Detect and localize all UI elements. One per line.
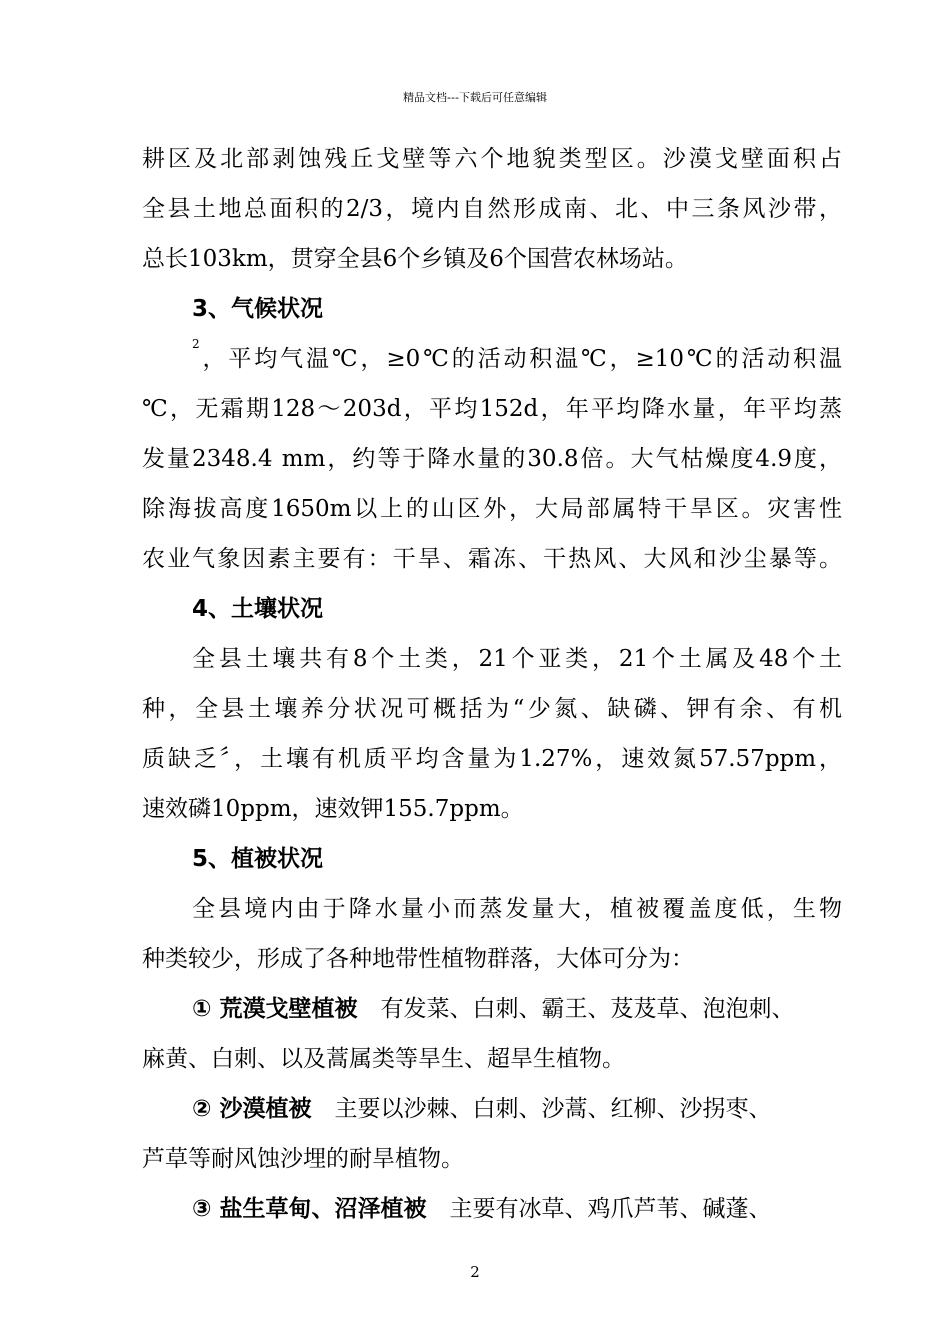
vegetation-description: 主要以沙棘、白刺、沙蒿、红柳、沙拐枣、 xyxy=(311,1096,772,1122)
body-text-line: 耕区及北部剥蚀残丘戈壁等六个地貌类型区。沙漠戈壁面积占 xyxy=(142,146,842,172)
vegetation-term: ② 沙漠植被 xyxy=(192,1096,312,1122)
vegetation-item-saline-meadow xyxy=(142,1184,842,1234)
body-text-line: 总长103km，贯穿全县6个乡镇及6个国营农林场站。 xyxy=(142,246,688,272)
vegetation-item-sand-desert xyxy=(142,1084,842,1134)
body-text-line xyxy=(142,334,842,384)
vegetation-description: 有发菜、白刺、霸王、芨芨草、泡泡刺、 xyxy=(357,996,795,1022)
section-heading-climate: 3、气候状况 xyxy=(192,296,324,322)
vegetation-term: ① 荒漠戈壁植被 xyxy=(192,996,358,1022)
body-text-line: 速效磷10ppm，速效钾155.7ppm。 xyxy=(142,796,524,822)
body-text-span: ，平均气温℃，≥0℃的活动积温℃，≥10℃的活动积温 xyxy=(199,346,842,372)
vegetation-term: ③ 盐生草甸、沼泽植被 xyxy=(192,1196,427,1222)
vegetation-description: 主要有冰草、鸡爪芦苇、碱蓬、 xyxy=(426,1196,772,1222)
section-heading-vegetation: 5、植被状况 xyxy=(192,846,324,872)
body-text-line: 种类较少，形成了各种地带性植物群落，大体可分为： xyxy=(142,946,694,972)
section-heading-soil: 4、土壤状况 xyxy=(192,596,324,622)
vegetation-item-desert-gobi xyxy=(142,984,842,1034)
body-text-line: 全县境内由于降水量小而蒸发量大，植被覆盖度低，生物 xyxy=(192,896,842,922)
body-text-line: 芦草等耐风蚀沙埋的耐旱植物。 xyxy=(142,1146,464,1172)
body-text-line: 种，全县土壤养分状况可概括为“少氮、缺磷、钾有余、有机 xyxy=(142,696,842,722)
document-body xyxy=(142,134,842,1234)
superscript: 2 xyxy=(192,337,200,351)
body-text-line: 全县土地总面积的2/3，境内自然形成南、北、中三条风沙带， xyxy=(142,196,842,222)
body-text-line: 农业气象因素主要有：干旱、霜冻、干热风、大风和沙尘暴等。 xyxy=(142,546,842,572)
body-text-line: 除海拔高度1650m以上的山区外，大局部属特干旱区。灾害性 xyxy=(142,496,842,522)
body-text-line: 质缺乏〞，土壤有机质平均含量为1.27%，速效氮57.57ppm， xyxy=(142,746,842,772)
body-text-line: 全县土壤共有8个土类，21个亚类，21个土属及48个土 xyxy=(192,646,842,672)
body-text-line: 麻黄、白刺、以及蒿属类等旱生、超旱生植物。 xyxy=(142,1046,625,1072)
page-number: 2 xyxy=(470,1263,480,1281)
body-text-line: ℃，无霜期128～203d，平均152d，年平均降水量，年平均蒸 xyxy=(142,396,842,422)
body-text-line: 发量2348.4 mm，约等于降水量的30.8倍。大气枯燥度4.9度， xyxy=(142,446,842,472)
page-header: 精品文档---下载后可任意编辑 xyxy=(403,91,547,104)
